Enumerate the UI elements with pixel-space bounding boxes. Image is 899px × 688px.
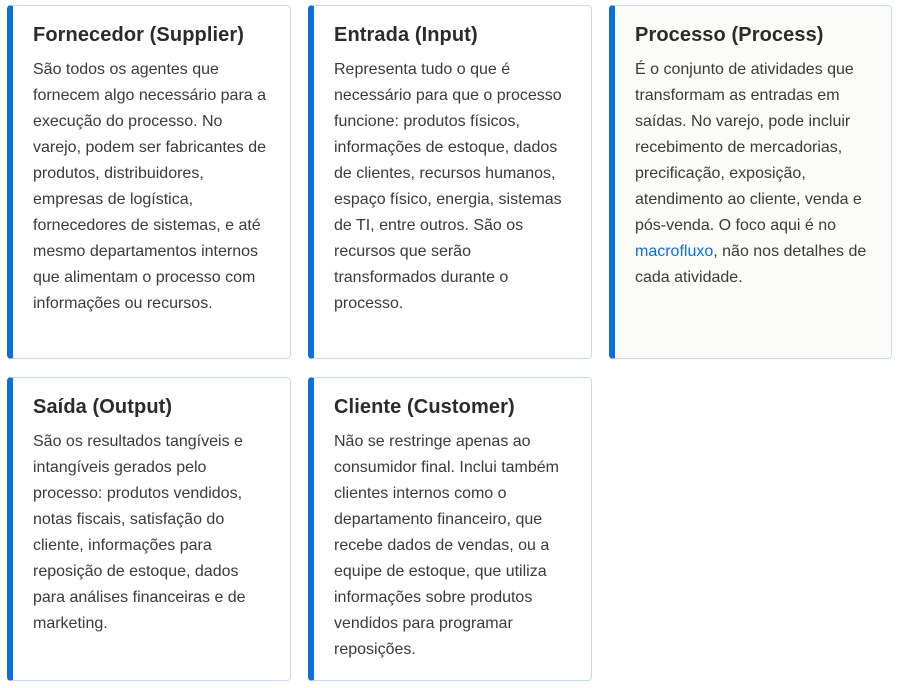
card-title: Entrada (Input) [334, 24, 478, 46]
card-title: Cliente (Customer) [334, 396, 515, 418]
card-title: Saída (Output) [33, 396, 173, 418]
card-description: São todos os agentes que fornecem algo necessário para a execução do processo. No varejo, podem ser fabricantes de produtos, distribuidores, empresas de logística, fornecedores de sistemas, e até mesmo departamentos internos que alimentam o processo com informações ou recursos. [33, 61, 267, 312]
card-customer [308, 377, 592, 681]
card-description: Representa tudo o que é necessário para que o processo funcione: produtos físicos, informações de estoque, dados de clientes, recursos humanos, espaço físico, energia, sistemas de TI, entre outros. São os recursos que serão transformados durante o processo. [334, 61, 562, 312]
card-input [308, 5, 592, 359]
description-text-after: , não nos detalhes de cada atividade. [635, 243, 867, 286]
card-description [635, 57, 873, 291]
card-title: Fornecedor (Supplier) [33, 24, 245, 46]
card-title: Processo (Process) [635, 24, 824, 46]
card-process [609, 5, 892, 359]
description-text-before: É o conjunto de atividades que transformam as entradas em saídas. No varejo, pode incluir recebimento de mercadorias, precificação, exposição, atendimento ao cliente, venda e pós-venda. O foco aqui é no [635, 61, 862, 234]
card-description: Não se restringe apenas ao consumidor final. Inclui também clientes internos como o departamento financeiro, que recebe dados de vendas, ou a equipe de estoque, que utiliza informações sobre produtos vendidos para programar reposições. [334, 433, 559, 658]
card-supplier [7, 5, 291, 359]
macrofluxo-link[interactable]: macrofluxo [635, 243, 714, 260]
card-description: São os resultados tangíveis e intangíveis gerados pelo processo: produtos vendidos, notas fiscais, satisfação do cliente, informações para reposição de estoque, dados para análises financeiras e de marketing. [33, 433, 246, 632]
card-output [7, 377, 291, 681]
